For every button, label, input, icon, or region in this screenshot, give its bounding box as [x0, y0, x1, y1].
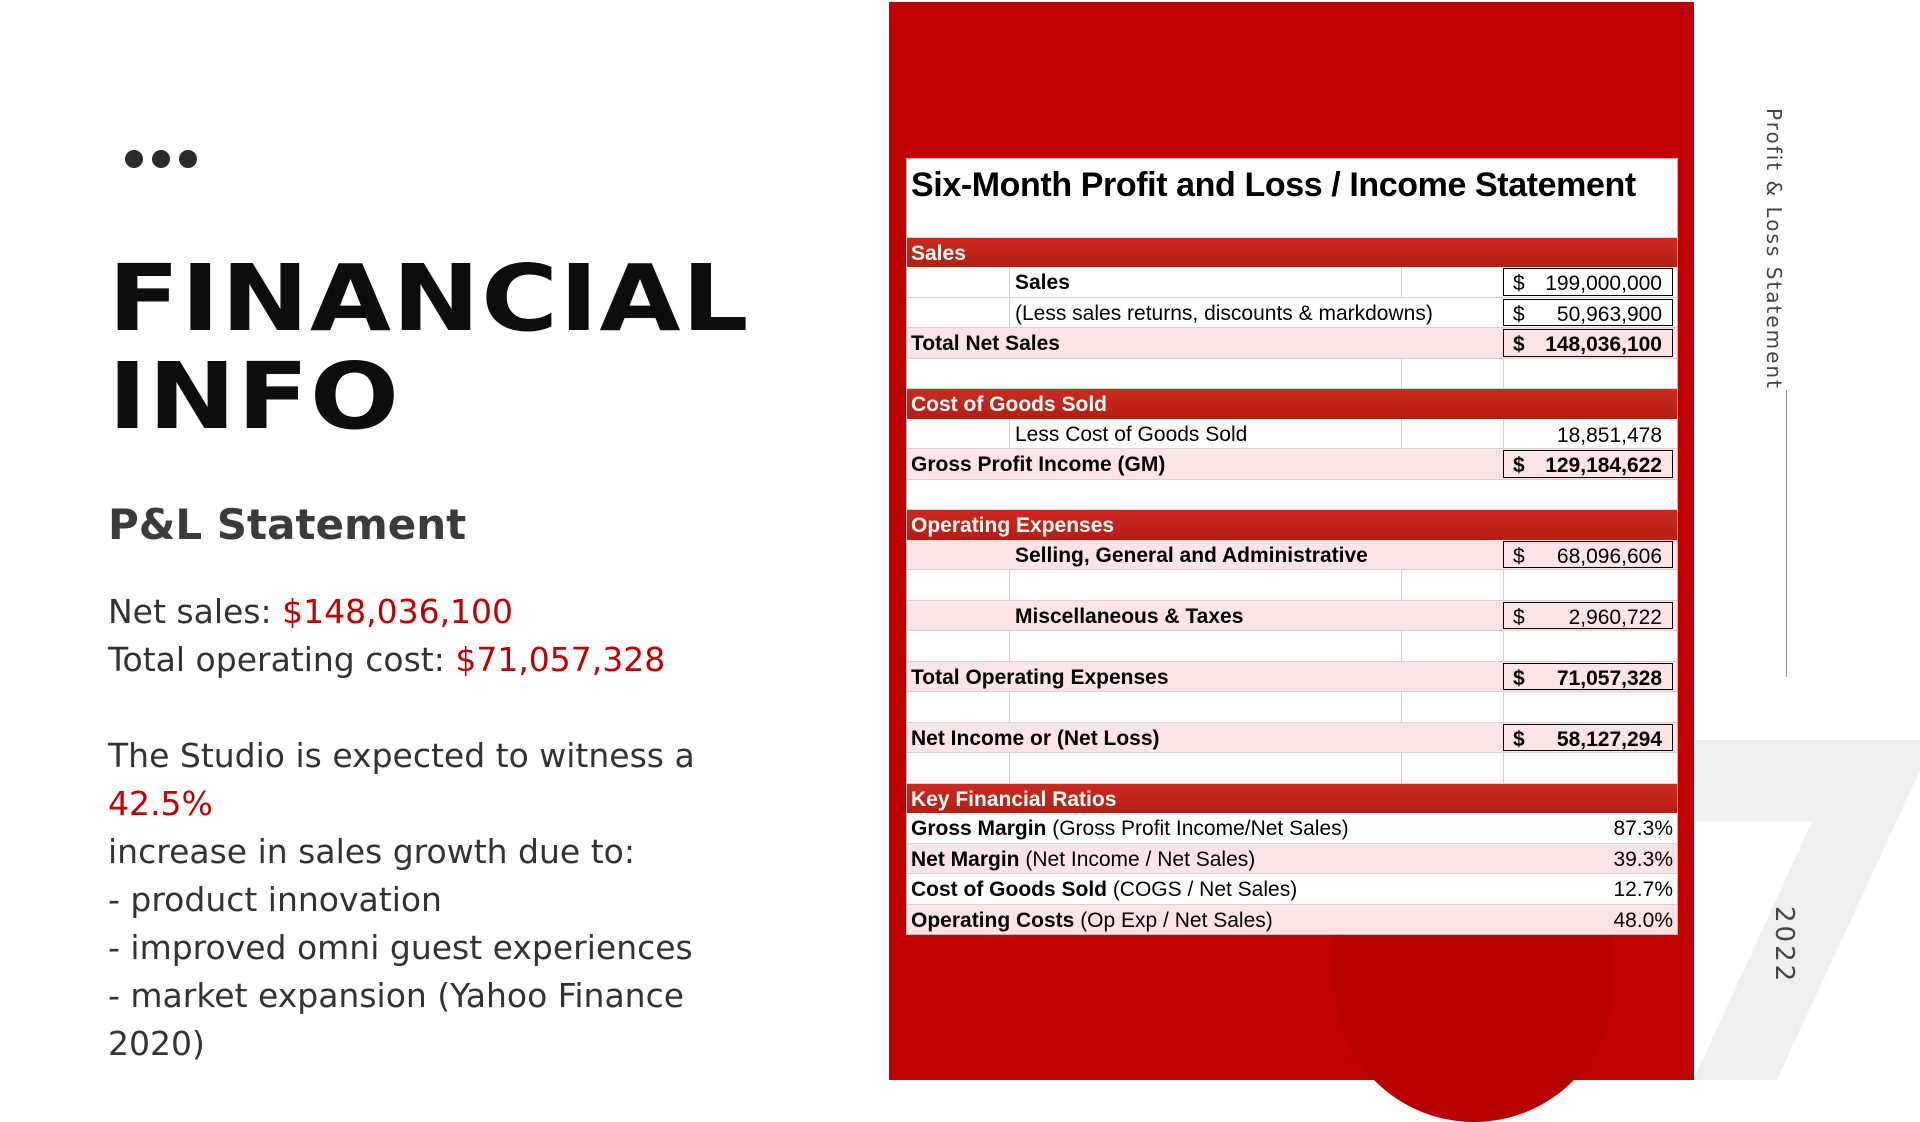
table-row	[907, 692, 1677, 723]
table-row	[907, 267, 1677, 298]
table-row	[907, 359, 1677, 390]
row-label: Total Net Sales	[911, 332, 1060, 355]
section-subtitle: P&L Statement	[108, 500, 467, 549]
growth-outro: increase in sales growth due to:	[108, 832, 635, 871]
ellipsis-icon	[125, 150, 197, 168]
row-label: Total Operating Expenses	[911, 665, 1169, 689]
ratio-value: 48.0%	[1613, 908, 1673, 932]
amount-value: 129,184,622	[1545, 454, 1662, 477]
amount-cell	[1503, 724, 1673, 752]
divider-line	[1786, 390, 1787, 677]
operating-cost-line	[108, 636, 788, 684]
ratio-formula: (Op Exp / Net Sales)	[1074, 908, 1273, 932]
table-row	[907, 419, 1677, 450]
statement-title: Six-Month Profit and Loss / Income Statement	[911, 166, 1636, 204]
section-header-sales	[907, 238, 1677, 268]
amount-value: 199,000,000	[1545, 272, 1662, 295]
currency-symbol: $	[1513, 727, 1525, 751]
reason-item: - market expansion (Yahoo Finance 2020)	[108, 976, 685, 1063]
section-label: Key Financial Ratios	[911, 787, 1117, 811]
table-row	[907, 631, 1677, 662]
table-row	[907, 207, 1677, 238]
ratio-row	[907, 844, 1677, 875]
ratio-name: Cost of Goods Sold	[911, 878, 1107, 901]
row-label: (Less sales returns, discounts & markdowns)	[1015, 301, 1433, 325]
decorative-shape	[1334, 902, 1614, 1122]
net-sales-value: $148,036,100	[282, 592, 514, 631]
ratio-row	[907, 905, 1677, 935]
year-label: 2022	[1769, 906, 1799, 985]
row-label: Net Income or (Net Loss)	[911, 726, 1160, 750]
table-row	[907, 298, 1677, 329]
section-header-ratios	[907, 784, 1677, 814]
amount-value: 50,963,900	[1556, 302, 1662, 326]
ratio-label	[911, 817, 1349, 841]
side-label: Profit & Loss Statement	[1762, 108, 1786, 390]
currency-symbol: $	[1513, 666, 1525, 690]
ratio-label	[911, 848, 1255, 872]
section-label: Operating Expenses	[911, 514, 1115, 537]
reason-item: - product innovation	[108, 880, 442, 919]
dot	[125, 150, 143, 168]
table-row	[907, 540, 1677, 571]
table-row	[907, 480, 1677, 511]
currency-symbol: $	[1513, 605, 1525, 629]
operating-cost-value: $71,057,328	[455, 640, 666, 679]
ratio-value: 12.7%	[1613, 878, 1673, 901]
currency-symbol: $	[1513, 544, 1525, 568]
growth-intro: The Studio is expected to witness a	[108, 736, 695, 775]
net-sales-line	[108, 588, 788, 636]
ratio-label	[911, 909, 1273, 933]
amount-value: 148,036,100	[1545, 333, 1662, 356]
currency-symbol: $	[1513, 333, 1525, 356]
amount-cell	[1503, 602, 1673, 630]
summary-text	[108, 588, 788, 1068]
amount-cell	[1503, 299, 1673, 327]
net-sales-label: Net sales:	[108, 592, 283, 631]
row-label: Selling, General and Administrative	[1015, 543, 1368, 567]
ratio-name: Gross Margin	[911, 817, 1047, 840]
ratio-formula: (COGS / Net Sales)	[1106, 878, 1298, 901]
dot	[179, 150, 197, 168]
ratio-name: Operating Costs	[911, 908, 1075, 932]
title-line-2: INFO	[108, 343, 401, 450]
section-header-cogs	[907, 389, 1677, 419]
table-row	[907, 601, 1677, 632]
row-label: Sales	[1015, 271, 1070, 294]
table-row	[907, 570, 1677, 601]
amount-value: 71,057,328	[1556, 666, 1662, 690]
ratio-name: Net Margin	[911, 847, 1020, 871]
ratio-row	[907, 813, 1677, 844]
currency-symbol: $	[1513, 454, 1525, 477]
amount-cell	[1503, 450, 1673, 478]
section-header-opex	[907, 510, 1677, 540]
growth-line	[108, 732, 788, 828]
amount-value: 68,096,606	[1556, 544, 1662, 568]
amount-value: 18,851,478	[1556, 423, 1662, 447]
row-label: Miscellaneous & Taxes	[1015, 604, 1244, 628]
ratio-row	[907, 874, 1677, 905]
ratio-value: 87.3%	[1613, 817, 1673, 840]
row-label: Less Cost of Goods Sold	[1015, 422, 1248, 446]
table-row-total	[907, 449, 1677, 480]
amount-value: 58,127,294	[1556, 727, 1662, 751]
section-label: Cost of Goods Sold	[911, 393, 1107, 416]
ratio-formula: (Net Income / Net Sales)	[1019, 847, 1256, 871]
dot	[152, 150, 170, 168]
amount-cell	[1503, 541, 1673, 569]
pl-statement-table	[906, 158, 1678, 935]
currency-symbol: $	[1513, 302, 1525, 326]
table-row-total	[907, 723, 1677, 754]
ratio-formula: (Gross Profit Income/Net Sales)	[1046, 817, 1349, 840]
amount-cell	[1503, 268, 1673, 296]
row-label: Gross Profit Income (GM)	[911, 453, 1166, 476]
amount-cell	[1503, 663, 1673, 691]
ratio-label	[911, 878, 1297, 902]
page-title	[108, 245, 750, 450]
table-row	[907, 753, 1677, 784]
section-label: Sales	[911, 241, 966, 265]
operating-cost-label: Total operating cost:	[108, 640, 456, 679]
amount-value: 2,960,722	[1568, 605, 1662, 629]
currency-symbol: $	[1513, 272, 1525, 295]
growth-value: 42.5%	[108, 784, 213, 823]
table-row-total	[907, 328, 1677, 359]
amount-cell	[1503, 329, 1673, 357]
title-line-1: FINANCIAL	[108, 245, 750, 352]
ratio-value: 39.3%	[1613, 847, 1673, 871]
reason-item: - improved omni guest experiences	[108, 928, 693, 967]
amount-cell	[1503, 420, 1673, 448]
table-row-total	[907, 662, 1677, 693]
